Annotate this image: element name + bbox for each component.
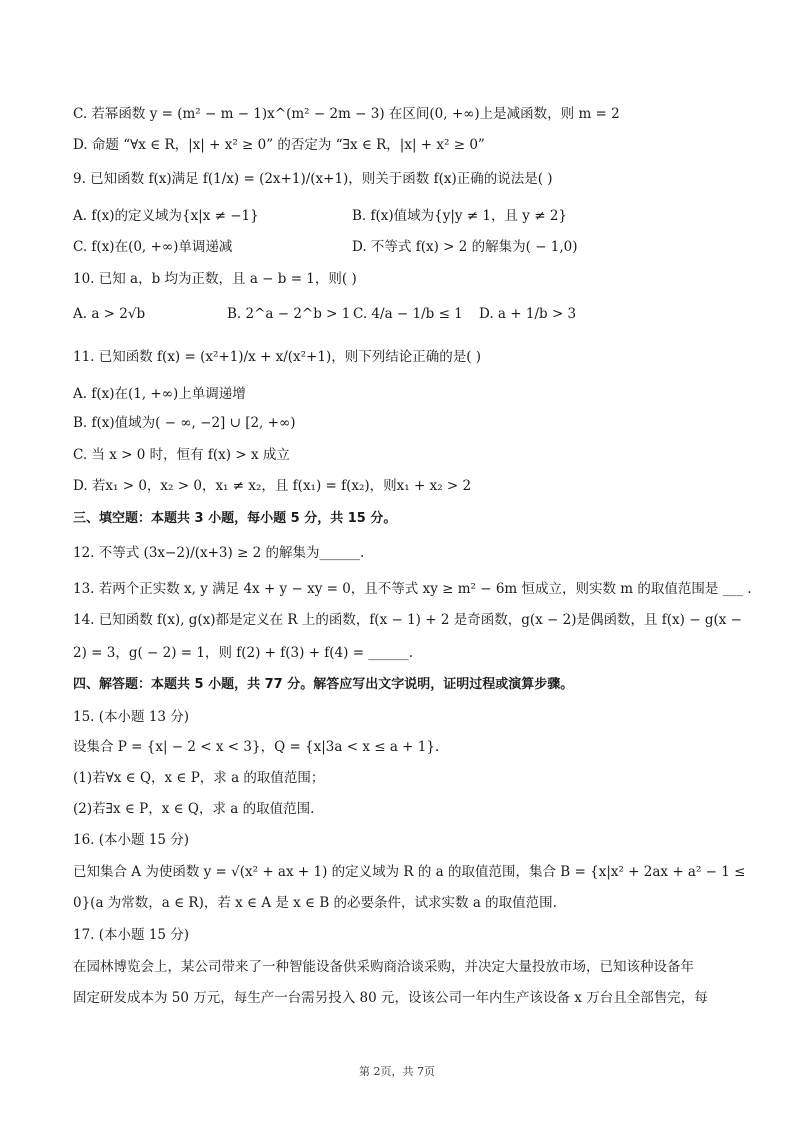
option-11c: C. 当 x > 0 时，恒有 f(x) > x 成立	[73, 447, 290, 463]
option-10d: D. a + 1/b > 3	[479, 306, 577, 322]
page-footer: 第 2页，共 7页	[359, 1065, 435, 1078]
question-13: 13. 若两个正实数 x, y 满足 4x + y − xy = 0，且不等式 xy ≥ m² − 6m 恒成立，则实数 m 的取值范围是 ___ .	[73, 581, 752, 597]
option-8d: D. 命题 “∀x ∈ R，|x| + x² ≥ 0” 的否定为 “∃x ∈ R，|x| + x² ≥ 0”	[73, 137, 485, 153]
question-11: 11. 已知函数 f(x) = (x²+1)/x + x/(x²+1)，则下列结论正确的是( )	[73, 349, 482, 365]
question-16-title: 16. (本小题 15 分)	[73, 832, 190, 848]
question-16-body-cont: 0}(a 为常数，a ∈ R)，若 x ∈ A 是 x ∈ B 的必要条件，试求实数 a 的取值范围.	[73, 895, 557, 911]
question-16-body: 已知集合 A 为使函数 y = √(x² + ax + 1) 的定义域为 R 的 a 的取值范围，集合 B = {x|x² + 2ax + a² − 1 ≤	[73, 864, 746, 880]
option-10c: C. 4/a − 1/b ≤ 1	[353, 306, 463, 322]
question-15-part1: (1)若∀x ∈ Q，x ∈ P，求 a 的取值范围；	[73, 770, 325, 786]
option-9d: D. 不等式 f(x) > 2 的解集为( − 1,0)	[352, 239, 578, 255]
question-9: 9. 已知函数 f(x)满足 f(1/x) = (2x+1)/(x+1)，则关于函数 f(x)正确的说法是( )	[73, 171, 553, 187]
question-12: 12. 不等式 (3x−2)/(x+3) ≥ 2 的解集为______.	[73, 545, 365, 561]
question-17-body-cont: 固定研发成本为 50 万元，每生产一台需另投入 80 元，设该公司一年内生产该设备 x 万台且全部售完，每	[73, 990, 708, 1006]
question-10: 10. 已知 a，b 均为正数，且 a − b = 1，则( )	[73, 271, 357, 287]
option-10b: B. 2^a − 2^b > 1	[227, 306, 351, 322]
option-9b: B. f(x)值域为{y|y ≠ 1，且 y ≠ 2}	[352, 208, 568, 224]
option-11a: A. f(x)在(1, +∞)上单调递增	[73, 386, 246, 402]
question-15-body: 设集合 P = {x| − 2 < x < 3}，Q = {x|3a < x ≤ a + 1}.	[73, 739, 440, 755]
option-10a: A. a > 2√b	[73, 306, 146, 322]
question-15-part2: (2)若∃x ∈ P，x ∈ Q，求 a 的取值范围.	[73, 801, 315, 817]
question-17-title: 17. (本小题 15 分)	[73, 927, 190, 943]
option-11d: D. 若x₁ > 0，x₂ > 0，x₁ ≠ x₂，且 f(x₁) = f(x₂)，则x₁ + x₂ > 2	[73, 478, 472, 494]
option-9a: A. f(x)的定义域为{x|x ≠ −1}	[73, 208, 259, 224]
question-17-body: 在园林博览会上，某公司带来了一种智能设备供采购商洽谈采购，并决定大量投放市场，已知该种设备年	[73, 959, 694, 975]
question-15-title: 15. (本小题 13 分)	[73, 709, 190, 725]
option-8c: C. 若幂函数 y = (m² − m − 1)x^(m² − 2m − 3) 在区间(0, +∞)上是减函数，则 m = 2	[73, 106, 620, 122]
section-answer-heading: 四、解答题：本题共 5 小题，共 77 分。解答应写出文字说明，证明过程或演算步骤。	[73, 677, 574, 692]
section-fill-in-heading: 三、填空题：本题共 3 小题，每小题 5 分，共 15 分。	[73, 511, 397, 526]
question-14: 14. 已知函数 f(x), g(x)都是定义在 R 上的函数，f(x − 1) + 2 是奇函数，g(x − 2)是偶函数，且 f(x) − g(x −	[73, 612, 742, 628]
option-9c: C. f(x)在(0, +∞)单调递减	[73, 239, 233, 255]
question-14-cont: 2) = 3，g( − 2) = 1，则 f(2) + f(3) + f(4) = ______.	[73, 645, 414, 661]
option-11b: B. f(x)值域为( − ∞, −2] ∪ [2, +∞)	[73, 415, 296, 431]
